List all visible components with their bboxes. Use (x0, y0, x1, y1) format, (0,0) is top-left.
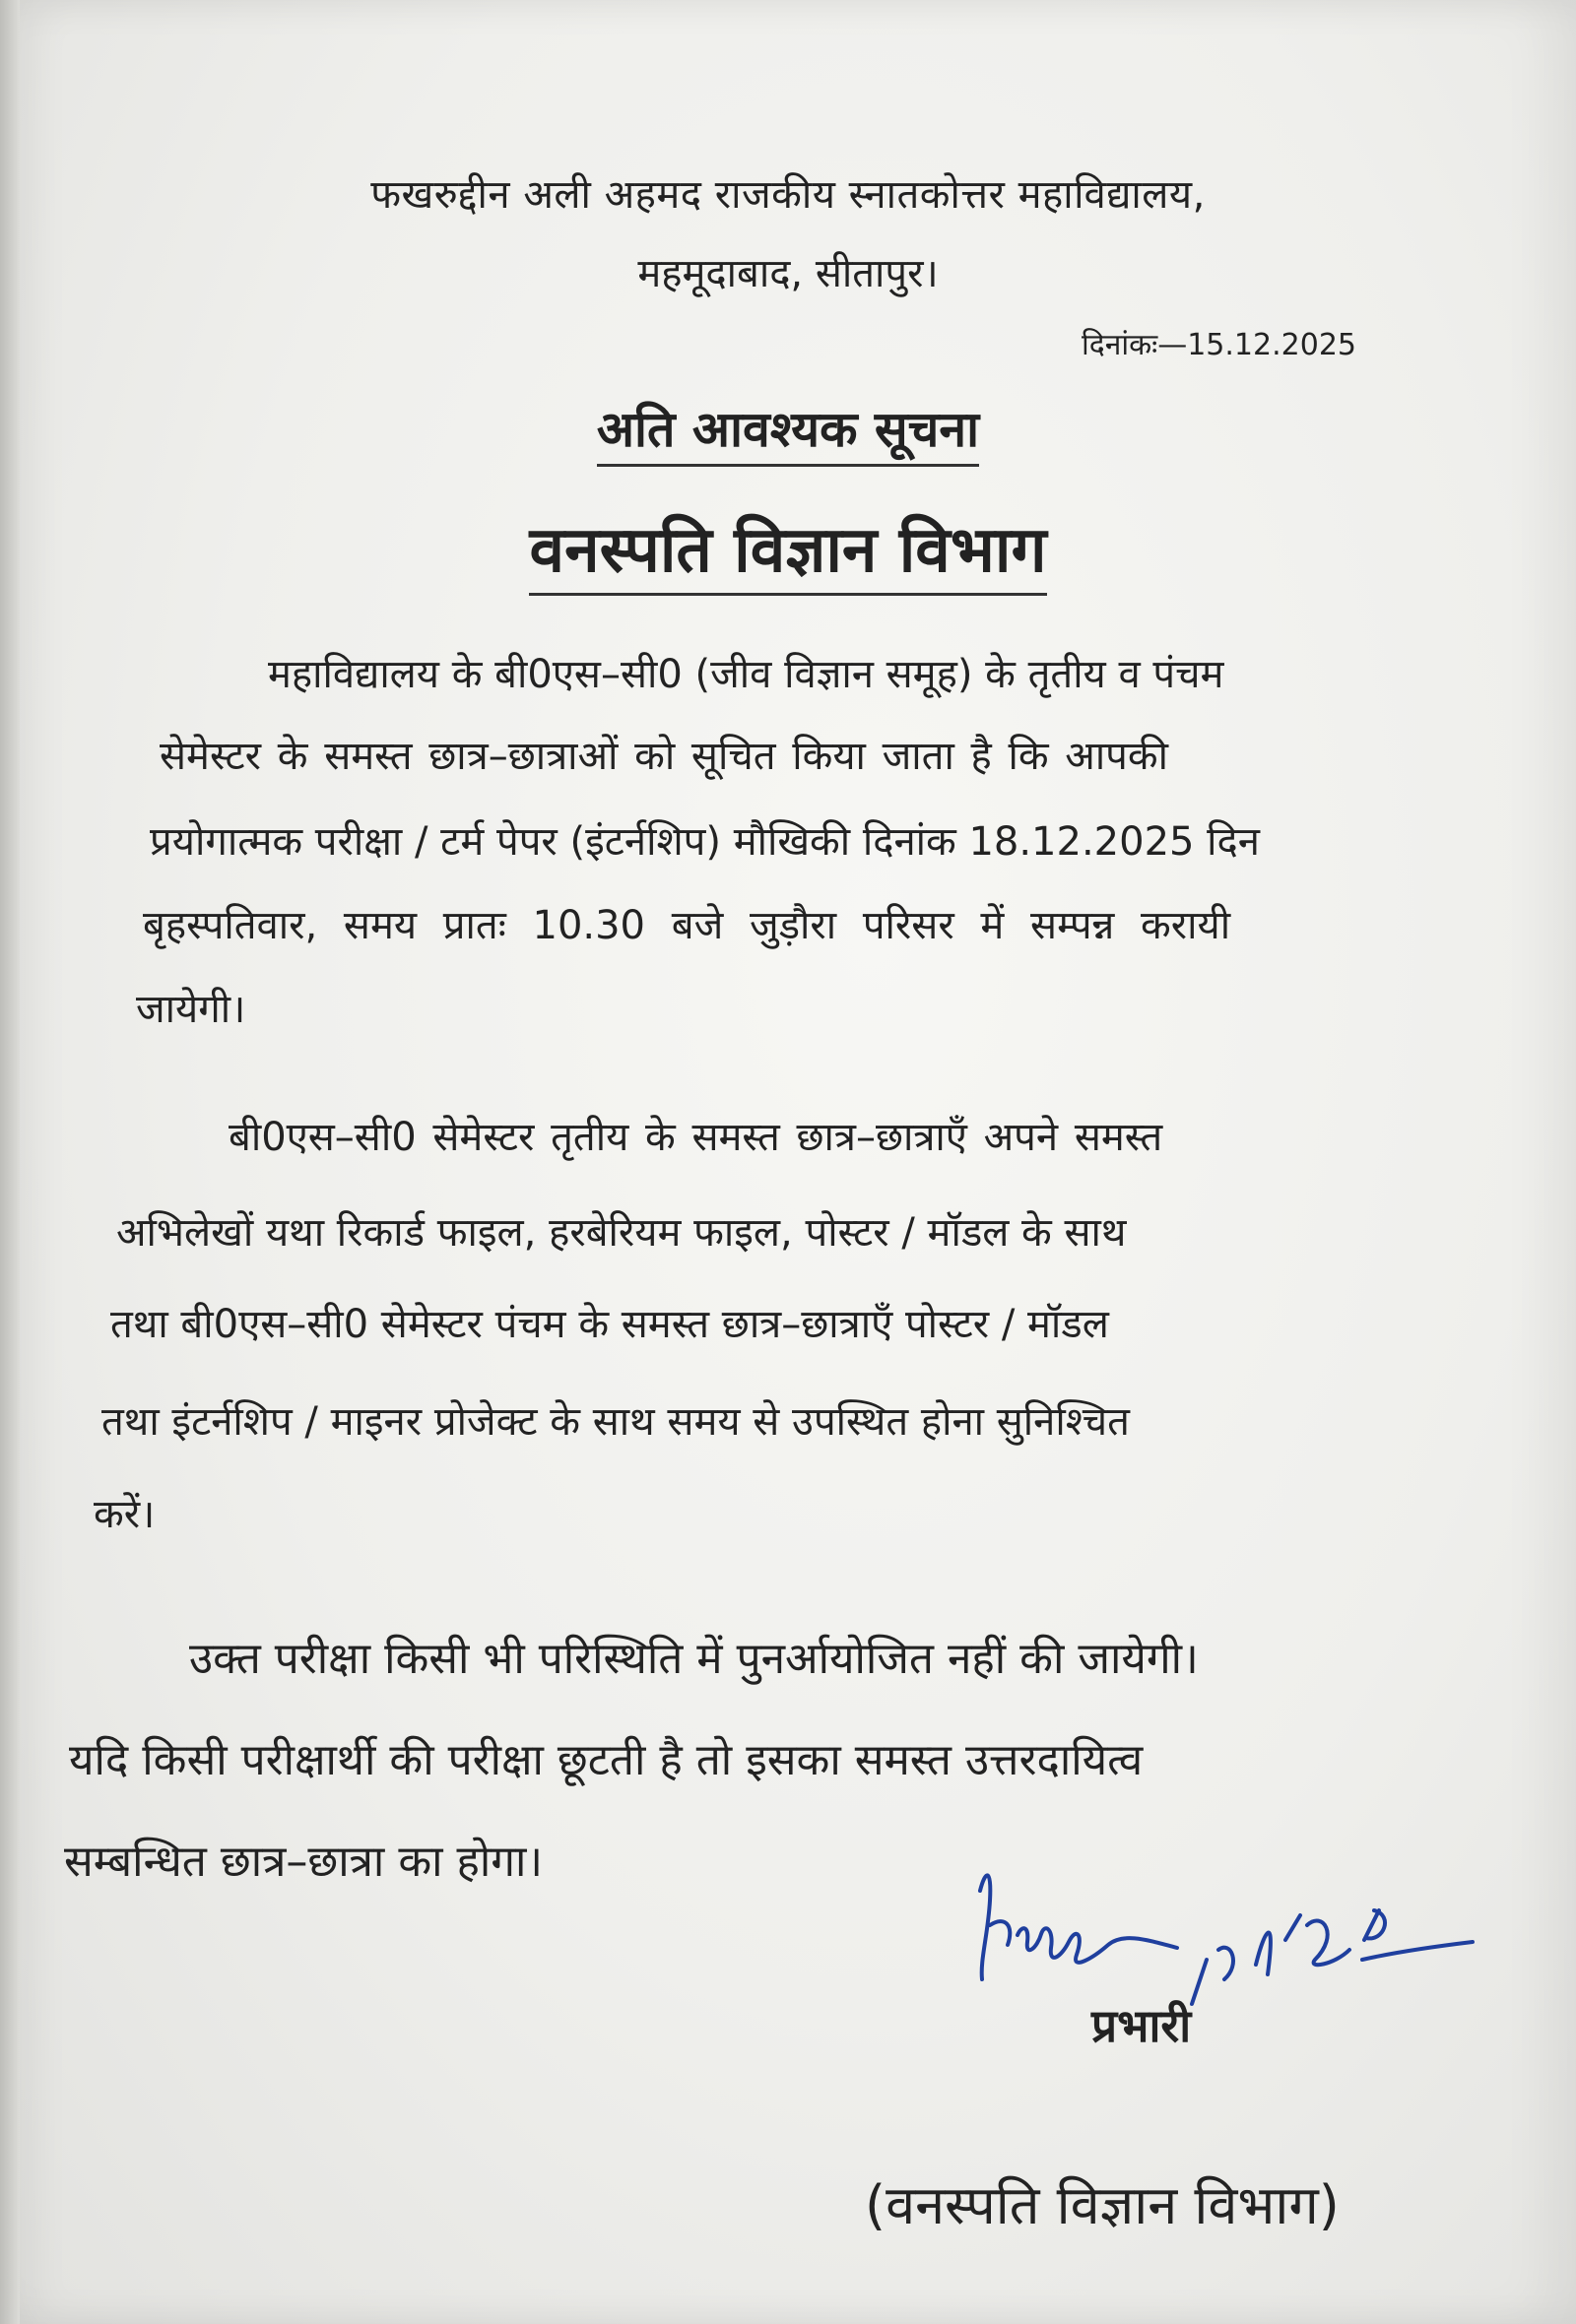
signatory-department: (वनस्पति विज्ञान विभाग) (865, 2174, 1340, 2236)
department-title (0, 504, 1576, 590)
paragraph-line: सम्बन्धित छात्र–छात्रा का होगा। (64, 1837, 544, 1887)
paragraph-line: यदि किसी परीक्षार्थी की परीक्षा छूटती है तो इसका समस्त उत्तरदायित्व (69, 1735, 1144, 1785)
paragraph-line: सेमेस्टर के समस्त छात्र–छात्राओं को सूचित किया जाता है कि आपकी (160, 734, 1168, 779)
paragraph-line: उक्त परीक्षा किसी भी परिस्थिति में पुनर्आयोजित नहीं की जायेगी। (189, 1634, 1199, 1684)
notice-title-text: अति आवश्यक सूचना (597, 401, 979, 467)
department-title-text: वनस्पति विज्ञान विभाग (529, 514, 1046, 596)
signature-stroke (980, 1875, 1177, 1979)
paragraph-line: करें। (94, 1492, 156, 1537)
paragraph-line: बी0एस–सी0 सेमेस्टर तृतीय के समस्त छात्र–छात्राएँ अपने समस्त (229, 1115, 1163, 1160)
paragraph-line: प्रयोगात्मक परीक्षा / टर्म पेपर (इंटर्नशिप) मौखिकी दिनांक 18.12.2025 दिन (150, 819, 1260, 865)
paragraph-line: महाविद्यालय के बी0एस–सी0 (जीव विज्ञान समूह) के तृतीय व पंचम (268, 652, 1224, 697)
paper-edge-shadow (0, 0, 20, 2324)
signatory-designation: प्रभारी (1091, 1999, 1192, 2052)
notice-date: दिनांकः—15.12.2025 (1082, 328, 1356, 362)
college-location: महमूदाबाद, सीतापुर। (637, 251, 939, 296)
paragraph-line: बृहस्पतिवार, समय प्रातः 10.30 बजे जुड़ौरा परिसर में सम्पन्न करायी (143, 903, 1231, 948)
paragraph-line: तथा इंटर्नशिप / माइनर प्रोजेक्ट के साथ समय से उपस्थित होना सुनिश्चित (101, 1399, 1130, 1445)
paragraph-line: तथा बी0एस–सी0 सेमेस्टर पंचम के समस्त छात्र–छात्राएँ पोस्टर / मॉडल (110, 1302, 1109, 1347)
paragraph-line: अभिलेखों यथा रिकार्ड फाइल, हरबेरियम फाइल, पोस्टर / मॉडल के साथ (116, 1210, 1127, 1256)
college-name: फखरुद्दीन अली अहमद राजकीय स्नातकोत्तर महाविद्यालय, (370, 172, 1206, 218)
notice-title (0, 394, 1576, 461)
paragraph-line: जायेगी। (136, 987, 246, 1032)
